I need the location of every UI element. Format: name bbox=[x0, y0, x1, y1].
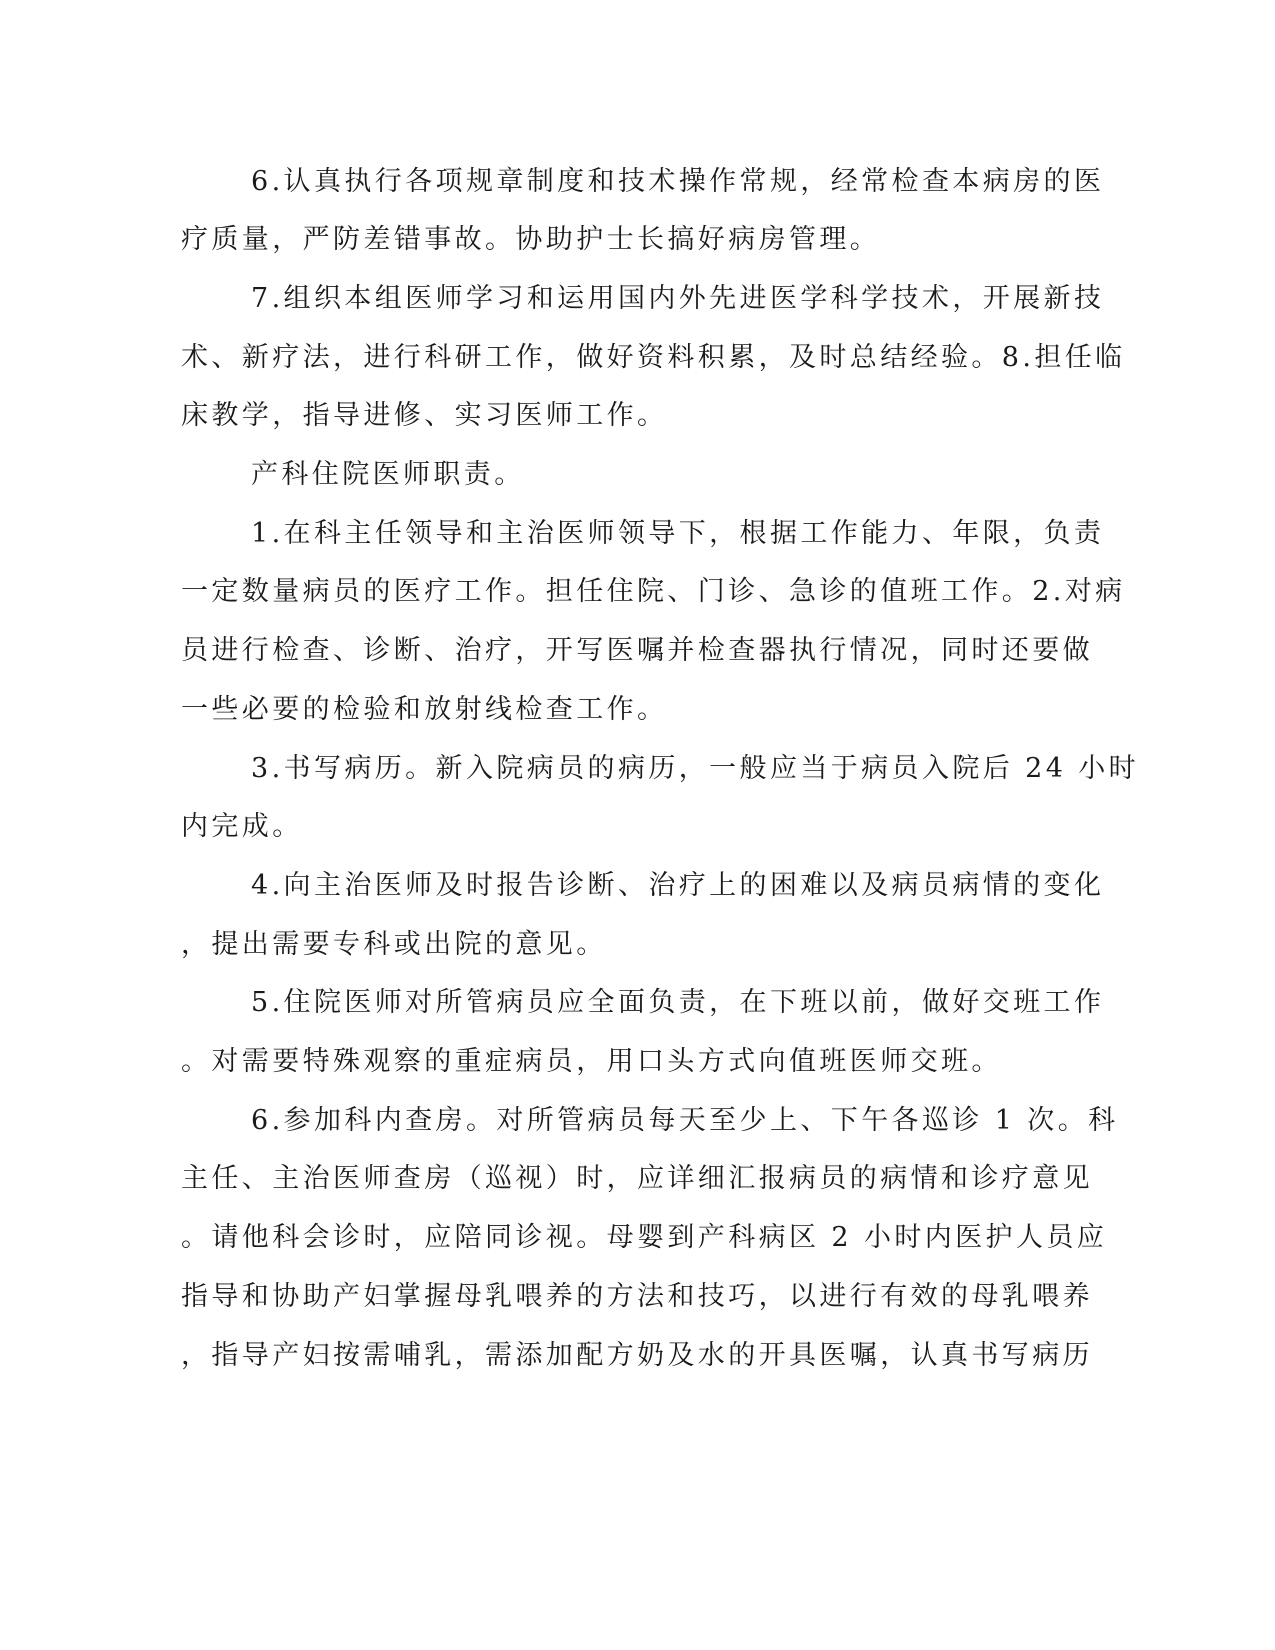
text-line: 6.参加科内查房。对所管病员每天至少上、下午各巡诊 1 次。科 bbox=[251, 1105, 1119, 1136]
text-line: 一定数量病员的医疗工作。担任住院、门诊、急诊的值班工作。2.对病 bbox=[181, 576, 1126, 607]
text-line: 疗质量，严防差错事故。协助护士长搞好病房管理。 bbox=[181, 224, 881, 255]
text-line: 1.在科主任领导和主治医师领导下，根据工作能力、年限，负责 bbox=[251, 518, 1105, 549]
text-line: 指导和协助产妇掌握母乳喂养的方法和技巧，以进行有效的母乳喂养 bbox=[181, 1281, 1093, 1312]
text-line: 4.向主治医师及时报告诊断、治疗上的困难以及病员病情的变化 bbox=[251, 870, 1105, 901]
text-line: 5.住院医师对所管病员应全面负责，在下班以前，做好交班工作 bbox=[251, 987, 1105, 1018]
text-line: 。请他科会诊时，应陪同诊视。母婴到产科病区 2 小时内医护人员应 bbox=[181, 1222, 1108, 1253]
text-line: 床教学，指导进修、实习医师工作。 bbox=[181, 400, 668, 431]
text-line: 。对需要特殊观察的重症病员，用口头方式向值班医师交班。 bbox=[181, 1046, 1002, 1077]
text-line: 术、新疗法，进行科研工作，做好资料积累，及时总结经验。8.担任临 bbox=[181, 342, 1126, 373]
text-line: ，指导产妇按需哺乳，需添加配方奶及水的开具医嘱，认真书写病历 bbox=[181, 1340, 1093, 1371]
text-line: 6.认真执行各项规章制度和技术操作常规，经常检查本病房的医 bbox=[251, 166, 1105, 197]
text-line: 一些必要的检验和放射线检查工作。 bbox=[181, 694, 668, 725]
text-line: 内完成。 bbox=[181, 811, 303, 842]
text-line: 员进行检查、诊断、治疗，开写医嘱并检查器执行情况，同时还要做 bbox=[181, 635, 1093, 666]
text-line: 主任、主治医师查房（巡视）时，应详细汇报病员的病情和诊疗意见 bbox=[181, 1163, 1093, 1194]
text-line: ，提出需要专科或出院的意见。 bbox=[181, 929, 607, 960]
text-line: 3.书写病历。新入院病员的病历，一般应当于病员入院后 24 小时 bbox=[251, 753, 1140, 784]
text-line: 7.组织本组医师学习和运用国内外先进医学科学技术，开展新技 bbox=[251, 283, 1105, 314]
section-heading: 产科住院医师职责。 bbox=[251, 459, 525, 490]
